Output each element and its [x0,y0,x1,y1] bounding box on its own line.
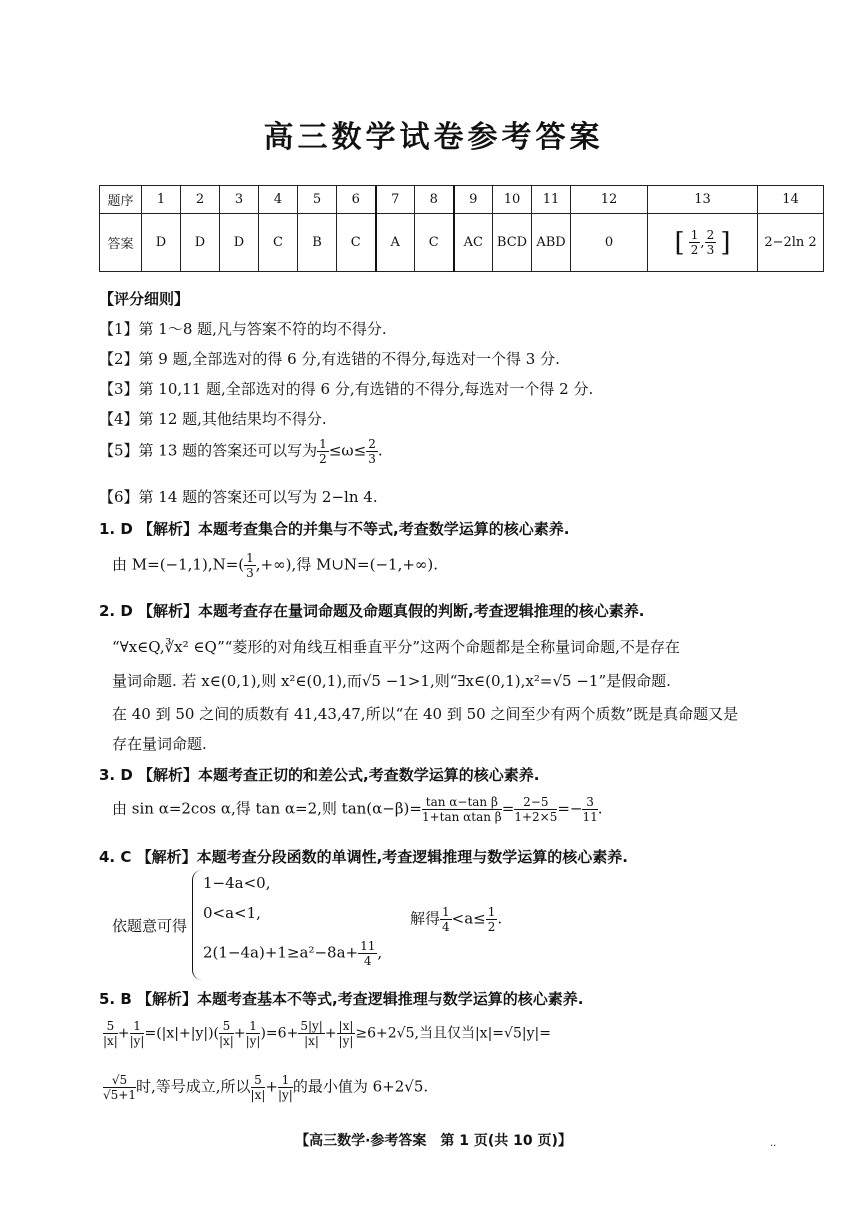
numerator: 3 [582,796,597,810]
fraction [440,906,452,933]
denominator: |x| [103,1034,118,1048]
q4-cond-3 [203,940,382,967]
q1-text: ,+∞),得 M∪N=(−1,+∞). [255,555,439,574]
plus: + [117,1025,130,1042]
rule-5 [99,438,383,465]
denominator: |y| [129,1034,145,1048]
table-cell: 7 [376,186,415,214]
brace [192,870,203,980]
table-row-answer [100,214,824,272]
q2-line-1: “∀x∈Q,∛x² ∈Q”“菱形的对角线互相垂直平分”这两个命题都是全称量词命题,不是存在 [112,638,680,656]
denominator: √5+1 [103,1088,136,1102]
q2-line-2: 量词命题. 若 x∈(0,1),则 x²∈(0,1),而√5 −1>1,则“∃x∈(0,1),x²=√5 −1”是假命题. [112,672,671,690]
table-cell: 9 [454,186,493,214]
table-cell: 11 [532,186,571,214]
q1-body [112,552,438,579]
inequality: <a≤ [451,909,486,928]
numerator: 2−5 [514,796,557,810]
table-cell: C [415,214,454,272]
period: . [377,441,383,460]
table-cell: D [142,214,181,272]
fraction [219,1020,234,1047]
table-cell: D [181,214,220,272]
fraction [317,438,329,465]
q3-body [112,796,603,823]
denominator: 2 [690,243,699,257]
q2-line-4: 存在量词命题. [112,735,207,753]
table-cell: 1 [142,186,181,214]
comma: , [377,943,383,962]
q5-line-1 [103,1020,551,1047]
numerator: 5 [219,1020,234,1034]
q1-heading: 1. D 【解析】本题考查集合的并集与不等式,考查数学运算的核心素养. [99,520,570,538]
table-cell: 2−2ln 2 [758,214,824,272]
fraction [689,229,701,256]
numerator: 1 [690,228,699,242]
table-cell: 5 [298,186,337,214]
q4-heading: 4. C 【解析】本题考查分段函数的单调性,考查逻辑推理与数学运算的核心素养. [99,848,628,866]
fraction [514,796,557,823]
q2-heading: 2. D 【解析】本题考查存在量词命题及命题真假的判断,考查逻辑推理的核心素养. [99,602,645,620]
denominator: 1+tan αtan β [421,810,502,824]
fraction [298,1020,325,1047]
q5-text: 时,等号成立,所以 [135,1077,251,1096]
denominator: 2 [487,920,496,934]
q5-text: 的最小值为 6+2√5. [292,1077,429,1096]
fraction [582,796,597,823]
rule-2: 【2】第 9 题,全部选对的得 6 分,有选错的不得分,每选对一个得 3 分. [99,350,560,368]
q5-text: )=6+ [260,1025,299,1042]
q5-text: ≥6+2√5,当且仅当|x|=√5|y|= [355,1025,551,1042]
table-cell: 13 [648,186,758,214]
q4-cond-1: 1−4a<0, [203,874,271,892]
q3-text: 由 sin α=2cos α,得 tan α=2,则 tan(α−β)= [112,799,422,818]
numerator: 5|y| [300,1019,323,1033]
denominator: 3 [246,566,254,580]
corner-mark: .. [770,1138,777,1149]
rule-3: 【3】第 10,11 题,全部选对的得 6 分,有选错的不得分,每选对一个得 2 分. [99,380,594,398]
numerator: 11 [360,939,376,953]
table-cell: 3 [220,186,259,214]
plus: + [233,1025,246,1042]
denominator: |y| [245,1034,261,1048]
numerator: 1 [130,1020,145,1034]
q5-heading: 5. B 【解析】本题考查基本不等式,考查逻辑推理与数学运算的核心素养. [99,990,584,1008]
numerator: 2 [706,228,715,242]
rules-heading: 【评分细则】 [99,290,190,308]
numerator: 1 [246,1020,261,1034]
table-cell-q13 [648,214,758,272]
table-cell: AC [454,214,493,272]
table-cell: C [259,214,298,272]
denominator: 1+2×5 [514,810,558,824]
fraction [103,1074,136,1101]
answer-table [99,185,824,272]
q4-lead: 依题意可得 [112,917,188,935]
table-cell: 2 [181,186,220,214]
bracket-left: [ [674,227,685,258]
numerator: tan α−tan β [422,796,502,810]
q3-heading: 3. D 【解析】本题考查正切的和差公式,考查数学运算的核心素养. [99,766,540,784]
numerator: √5 [103,1074,136,1088]
numerator: |x| [338,1019,354,1033]
q5-line-2 [103,1074,428,1101]
table-cell: 12 [571,186,648,214]
numerator: 1 [278,1074,293,1088]
rule-1: 【1】第 1～8 题,凡与答案不符的均不得分. [99,320,387,338]
q5-text: =(|x|+|y|)( [144,1025,219,1042]
plus: + [265,1077,278,1096]
q4-solution [410,906,502,933]
q4-cond-text: 2(1−4a)+1≥a²−8a+ [203,943,359,962]
rule-4: 【4】第 12 题,其他结果均不得分. [99,410,327,428]
page-footer: 【高三数学·参考答案 第 1 页(共 10 页)】 [295,1133,572,1149]
table-cell: 10 [493,186,532,214]
table-cell: 答案 [100,214,142,272]
table-cell: 4 [259,186,298,214]
numerator: 5 [103,1020,118,1034]
fraction [337,1020,356,1047]
bracket-right: ] [720,227,731,258]
fraction [705,229,717,256]
equals: =− [557,799,583,818]
table-cell: C [337,214,376,272]
q4-cond-2: 0<a<1, [203,904,261,922]
fraction [366,438,378,465]
denominator: 11 [582,810,598,824]
plus: + [324,1025,337,1042]
table-cell: ABD [532,214,571,272]
denominator: |x| [250,1088,266,1102]
denominator: 4 [363,954,372,968]
numerator: 1 [319,437,327,451]
fraction [486,906,498,933]
fraction [422,796,502,823]
q2-line-3: 在 40 到 50 之间的质数有 41,43,47,所以“在 40 到 50 之间至少有两个质数”既是真命题又是 [112,705,739,723]
table-cell: 0 [571,214,648,272]
denominator: 4 [442,920,450,934]
table-cell: A [376,214,415,272]
table-cell: 8 [415,186,454,214]
rule-6: 【6】第 14 题的答案还可以写为 2−ln 4. [99,488,378,506]
denominator: 3 [706,243,715,257]
fraction [244,552,256,579]
denominator: |x| [304,1034,319,1048]
fraction [103,1020,118,1047]
period: . [497,909,503,928]
fraction [130,1020,145,1047]
table-row-number [100,186,824,214]
equals: = [501,799,515,818]
fraction [358,940,377,967]
numerator: 1 [442,905,450,919]
numerator: 2 [368,437,376,451]
denominator: |y| [277,1088,293,1102]
numerator: 5 [251,1074,266,1088]
fraction [246,1020,261,1047]
denominator: |x| [219,1034,234,1048]
period: . [597,799,603,818]
table-cell: 6 [337,186,376,214]
denominator: 2 [319,452,327,466]
numerator: 1 [487,905,496,919]
denominator: 3 [368,452,376,466]
table-cell: B [298,214,337,272]
fraction [278,1074,293,1101]
table-cell: D [220,214,259,272]
rule-5-text: 【5】第 13 题的答案还可以写为 [99,441,318,460]
q1-text: 由 M=(−1,1),N=( [112,555,245,574]
inequality: ≤ω≤ [328,441,367,460]
fraction [251,1074,266,1101]
table-cell: 14 [758,186,824,214]
q4-solve-text: 解得 [410,909,441,928]
page-title: 高三数学试卷参考答案 [263,120,604,155]
table-cell: BCD [493,214,532,272]
denominator: |y| [338,1034,354,1048]
table-cell: 题序 [100,186,142,214]
numerator: 1 [246,551,254,565]
comma: , [700,235,705,250]
